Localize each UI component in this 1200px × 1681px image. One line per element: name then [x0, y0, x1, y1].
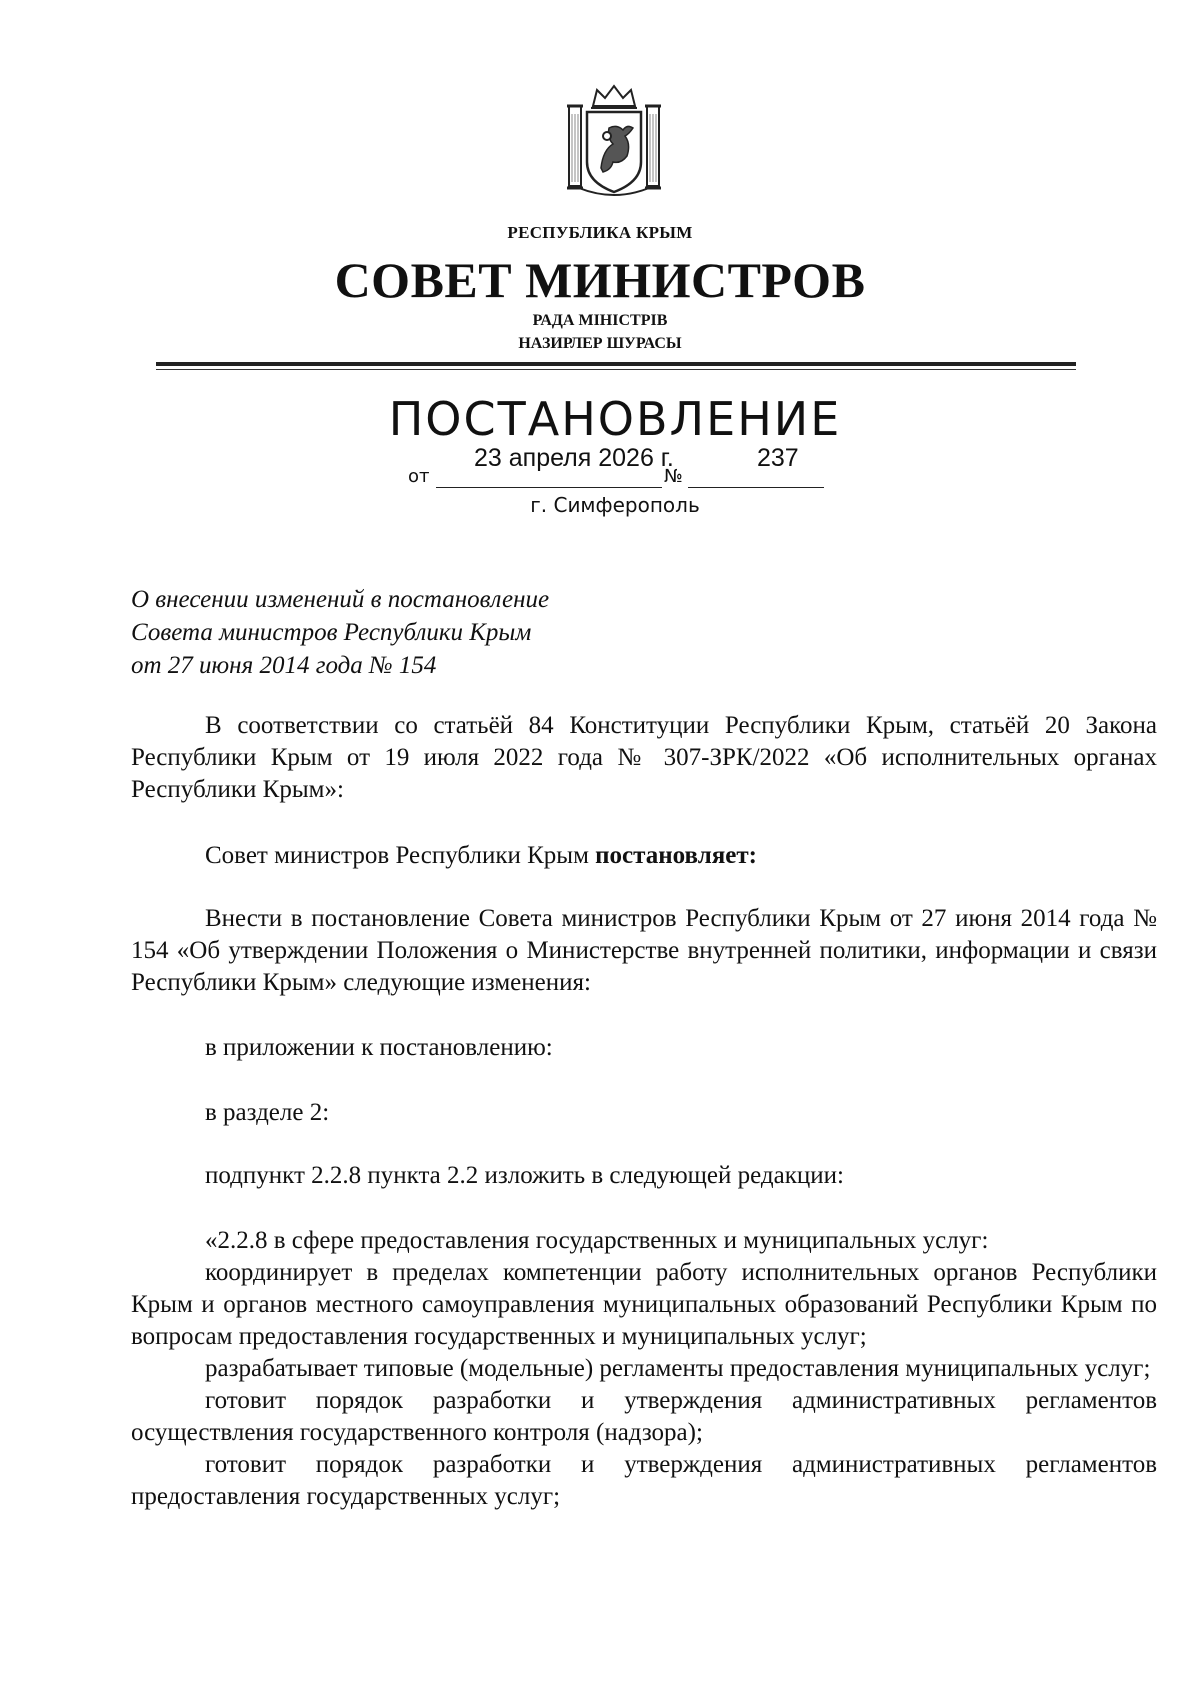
council-name-crimean-tatar: НАЗИРЛЕР ШУРАСЫ	[518, 335, 682, 352]
decree-city: г. Симферополь	[530, 493, 700, 517]
council-name: СОВЕТ МИНИСТРОВ	[334, 252, 866, 308]
subject-line: О внесении изменений в постановление	[131, 586, 550, 613]
header-rule-thick	[156, 362, 1076, 366]
new-text-block	[131, 1225, 1157, 1513]
section-paragraph: в разделе 2:	[205, 1099, 330, 1126]
new-text-paragraph: «2.2.8 в сфере предоставления государственных и муниципальных услуг:	[205, 1227, 989, 1254]
decree-date: 23 апреля 2026 г.	[474, 444, 674, 472]
date-underline	[436, 487, 662, 488]
new-text-paragraph: готовит порядок разработки и утверждения административных регламентов предоставления государственных услуг;	[131, 1451, 1157, 1510]
appendix-paragraph: в приложении к постановлению:	[205, 1034, 553, 1061]
amend-paragraph: Внести в постановление Совета министров Республики Крым от 27 июня 2014 года № 154 «Об утверждении Положения о Министерстве внутренней политики, информации и связи Республики Крым» следующие изменения:	[131, 905, 1157, 996]
new-text-paragraph: разрабатывает типовые (модельные) регламенты предоставления муниципальных услуг;	[205, 1355, 1151, 1382]
number-underline	[688, 487, 824, 488]
number-label: №	[664, 466, 683, 487]
resolves-prefix: Совет министров Республики Крым	[205, 842, 589, 869]
date-label: от	[408, 466, 430, 487]
decree-subject	[131, 583, 549, 682]
resolves-paragraph	[131, 840, 1157, 872]
council-name-ukrainian: РАДА МІНІСТРІВ	[532, 312, 668, 329]
subject-line: от 27 июня 2014 года № 154	[131, 652, 437, 679]
header-rule-thin	[156, 369, 1076, 370]
resolves-word: постановляет:	[595, 842, 757, 869]
republic-name: РЕСПУБЛИКА КРЫМ	[507, 223, 693, 242]
subpoint-paragraph: подпункт 2.2.8 пункта 2.2 изложить в следующей редакции:	[205, 1162, 844, 1189]
new-text-paragraph: координирует в пределах компетенции работу исполнительных органов Республики Крым и органов местного самоуправления муниципальных образований Республики Крым по вопросам предоставления государственных и муниципальных услуг;	[131, 1259, 1157, 1350]
coat-of-arms-icon	[563, 84, 665, 198]
preamble-paragraph: В соответствии со статьёй 84 Конституции Республики Крым, статьёй 20 Закона Республики Крым от 19 июля 2022 года № 307-ЗРК/2022 «Об исполнительных органах Республики Крым»:	[131, 712, 1157, 803]
subject-line: Совета министров Республики Крым	[131, 619, 532, 646]
decree-title: ПОСТАНОВЛЕНИЕ	[388, 392, 842, 446]
new-text-paragraph: готовит порядок разработки и утверждения административных регламентов осуществления государственного контроля (надзора);	[131, 1387, 1157, 1446]
decree-number: 237	[757, 444, 799, 472]
